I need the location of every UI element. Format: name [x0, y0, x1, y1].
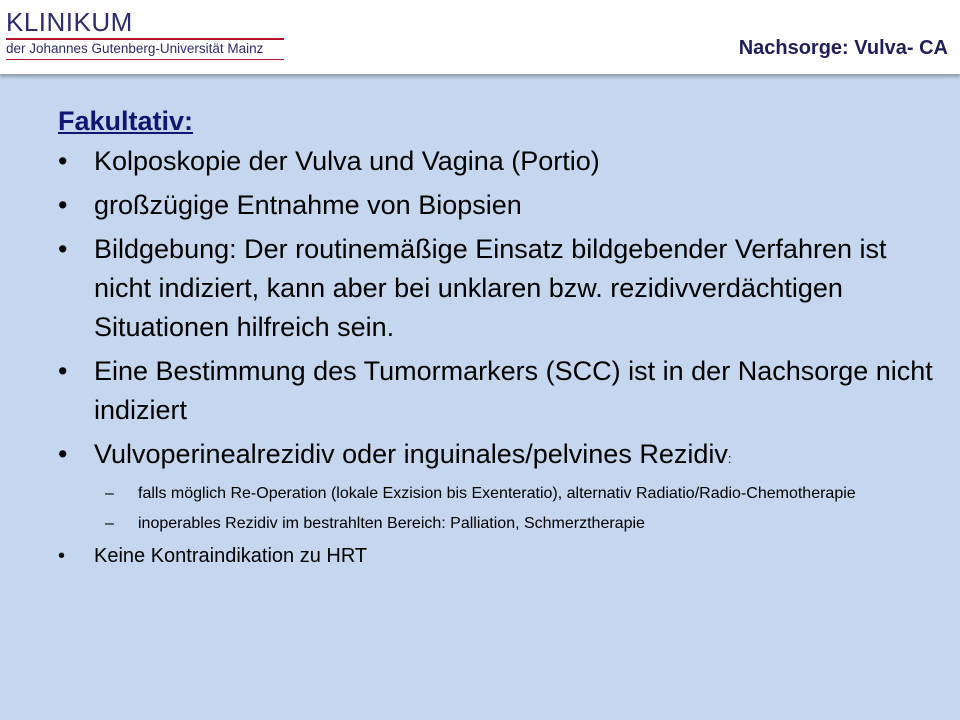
sub-bullet-item	[58, 513, 938, 534]
slide-title: Nachsorge: Vulva- CA	[738, 37, 948, 59]
bullet-text: Eine Bestimmung des Tumormarkers (SCC) ist in der Nachsorge nicht indiziert	[94, 356, 933, 425]
logo-underline	[6, 59, 284, 61]
bullet-marker: •	[58, 234, 68, 264]
bullet-marker: •	[58, 190, 68, 220]
logo-main-text: KLINIKUM	[6, 7, 133, 37]
bullet-suffix: :	[727, 451, 732, 466]
bullet-marker: •	[58, 356, 68, 386]
bullet-item	[58, 543, 938, 569]
sub-bullet-text: falls möglich Re-Operation (lokale Exzision bis Exenteratio), alternativ Radiatio/Radio-Chemotherapie	[138, 485, 856, 502]
bullet-list	[58, 142, 938, 478]
bullet-marker: •	[58, 439, 68, 469]
bullet-item	[58, 230, 938, 347]
section-title: Fakultativ:	[58, 106, 194, 136]
dash-marker: –	[105, 515, 114, 532]
sub-bullet-list	[58, 483, 938, 534]
bullet-text: Kolposkopie der Vulva und Vagina (Portio)	[94, 146, 600, 176]
bullet-text: Vulvoperinealrezidiv oder inguinales/pelvines Rezidiv	[94, 439, 728, 469]
bullet-item	[58, 352, 938, 430]
logo-divider	[6, 38, 284, 40]
logo-sub-text: der Johannes Gutenberg-Universität Mainz	[6, 40, 264, 56]
bullet-item	[58, 186, 938, 225]
bullet-marker: •	[58, 545, 66, 567]
bullet-text: großzügige Entnahme von Biopsien	[94, 190, 522, 220]
sub-bullet-item	[58, 483, 938, 504]
bullet-marker: •	[58, 146, 68, 176]
sub-bullet-text: inoperables Rezidiv im bestrahlten Bereich: Palliation, Schmerztherapie	[138, 515, 645, 532]
bullet-text: Keine Kontraindikation zu HRT	[94, 545, 368, 567]
bullet-item	[58, 435, 938, 478]
slide-content	[58, 104, 938, 574]
bullet-item	[58, 142, 938, 181]
klinikum-logo	[6, 8, 296, 60]
slide-header	[0, 0, 960, 74]
dash-marker: –	[105, 485, 114, 502]
bullet-list-continued	[58, 543, 938, 569]
bullet-text: Bildgebung: Der routinemäßige Einsatz bildgebender Verfahren ist nicht indiziert, kann aber bei unklaren bzw. rezidivverdächtigen Situationen hilfreich sein.	[94, 234, 887, 342]
